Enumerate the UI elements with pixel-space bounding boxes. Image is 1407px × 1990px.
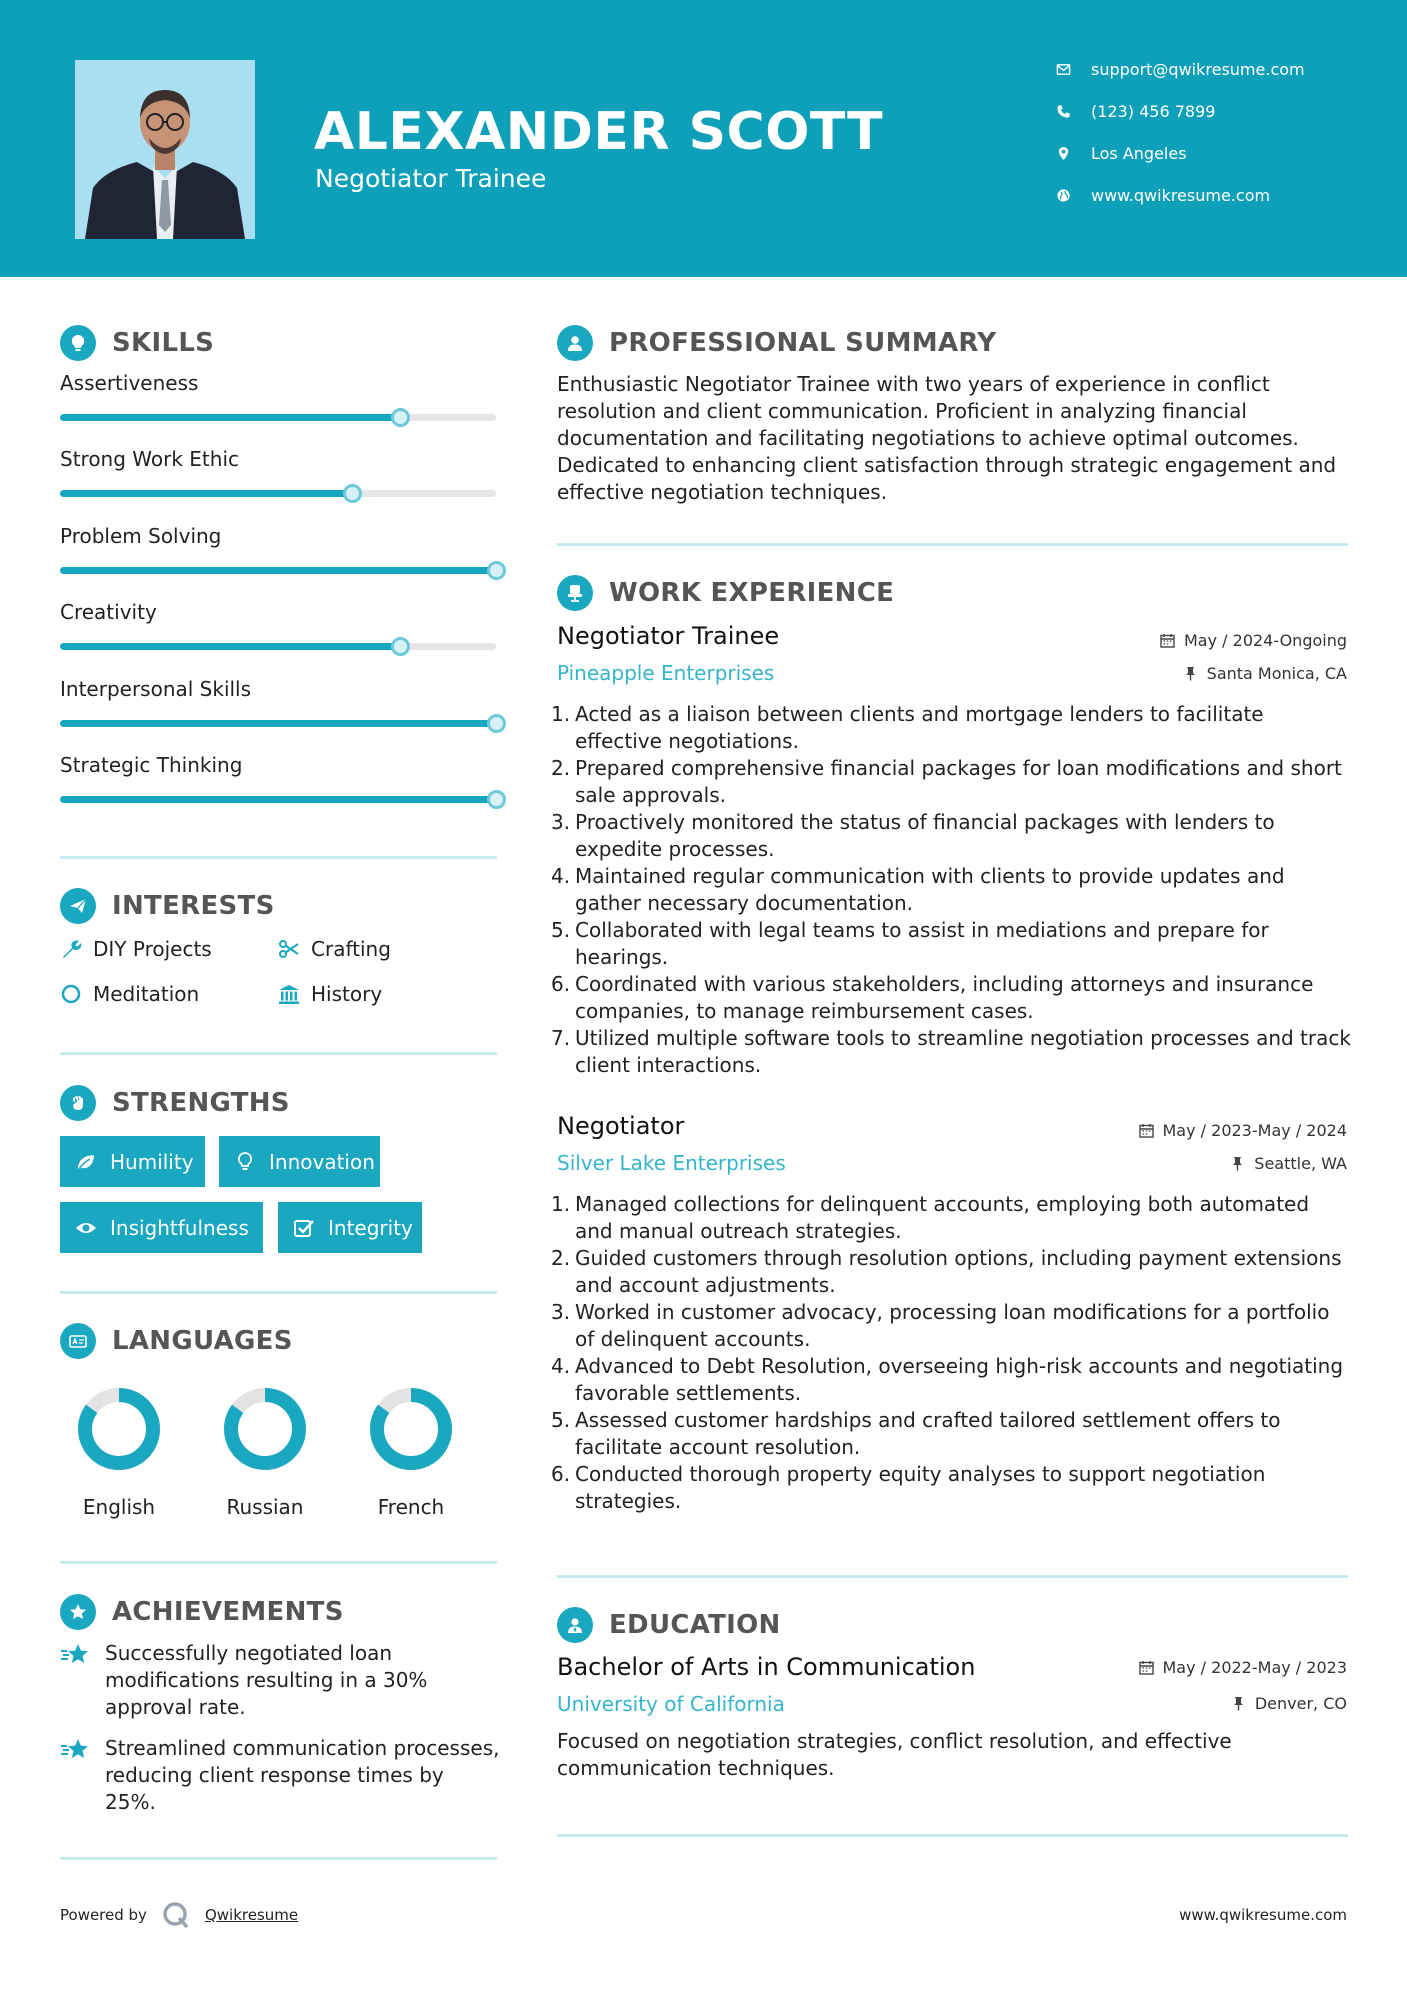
job-title: Negotiator [557,1112,685,1140]
experience-heading-text: WORK EXPERIENCE [609,578,895,608]
job-title: Negotiator Trainee [557,622,780,650]
contact-website[interactable] [1054,183,1384,207]
bullet-number: 6. [551,972,571,996]
job-bullet [551,917,1351,971]
company-name[interactable]: Pineapple Enterprises [557,661,775,685]
job-bullet [551,809,1351,863]
phone-icon [1054,102,1072,120]
strength-label: Integrity [328,1215,413,1240]
interest-label: History [311,982,383,1006]
skill-level-fill [60,490,352,497]
company-name[interactable]: Silver Lake Enterprises [557,1151,786,1175]
pushpin-icon [1230,1156,1245,1171]
languages-heading-text: LANGUAGES [112,1326,293,1356]
contact-email[interactable] [1054,57,1384,81]
bullet-number: 1. [551,1192,571,1216]
bullet-text: Conducted thorough property equity analyses to support negotiation strategies. [575,1462,1266,1513]
job-bullet [551,1025,1351,1079]
achievements-heading-text: ACHIEVEMENTS [112,1597,344,1627]
star-icon [60,1737,94,1816]
contact-website-text: www.qwikresume.com [1091,185,1271,205]
job-bullet [551,1461,1351,1515]
job-dates [1160,631,1347,650]
bullet-text: Coordinated with various stakeholders, including attorneys and insurance companies, to manage reimbursement cases. [575,972,1314,1023]
job-location-text: Seattle, WA [1254,1154,1347,1173]
language-proficiency-ring [367,1385,455,1473]
user-icon [557,325,593,361]
skill-level-knob [343,484,362,503]
interest-label: Meditation [93,982,200,1006]
job-bullet [551,863,1351,917]
bullet-text: Worked in customer advocacy, processing loan modifications for a portfolio of delinquent accounts. [575,1300,1330,1351]
profile-photo [75,60,255,239]
language-proficiency-ring [75,1385,163,1473]
bullet-text: Collaborated with legal teams to assist in mediations and prepare for hearings. [575,918,1269,969]
calendar-icon [1160,633,1175,648]
envelope-icon [1054,60,1072,78]
skill-name: Interpersonal Skills [60,676,252,701]
bullet-number: 3. [551,1300,571,1324]
divider [60,1561,497,1564]
interest-item [58,981,199,1007]
job-bullet [551,755,1351,809]
circle-icon [58,981,84,1007]
education-description: Focused on negotiation strategies, conflict resolution, and effective communication techniques. [557,1729,1232,1780]
skill-name: Creativity [60,600,157,625]
language-name: French [377,1495,445,1519]
job-bullet [551,1191,1351,1245]
divider [60,1052,497,1055]
scissors-icon [276,936,302,962]
skill-level-fill [60,720,496,727]
interest-item [58,936,212,962]
graduate-icon [557,1607,593,1643]
school-name[interactable]: University of California [557,1692,785,1716]
language-name: Russian [226,1495,304,1519]
bullet-number: 7. [551,1026,571,1050]
powered-by [60,1900,298,1930]
achievement-item [60,1640,500,1721]
contact-phone[interactable] [1054,99,1384,123]
bullet-text: Utilized multiple software tools to streamline negotiation processes and track client interactions. [575,1026,1351,1077]
skill-level-knob [487,790,506,809]
paper-plane-icon [60,888,96,924]
globe-icon [1054,186,1072,204]
bullet-number: 4. [551,864,571,888]
language-item [351,1385,471,1519]
degree-title: Bachelor of Arts in Communication [557,1653,976,1681]
skill-level-fill [60,643,400,650]
education-location [1231,1694,1347,1713]
resume-header [0,0,1407,277]
footer-website[interactable]: www.qwikresume.com [1179,1906,1347,1924]
bullet-text: Assessed customer hardships and crafted tailored settlement offers to facilitate account resolution. [575,1408,1281,1459]
leaf-icon [74,1150,98,1174]
job-bullet [551,701,1351,755]
candidate-title: Negotiator Trainee [315,164,547,193]
divider [60,1857,497,1860]
education-heading-text: EDUCATION [609,1610,781,1640]
contact-location-text: Los Angeles [1091,143,1187,163]
bullet-text: Prepared comprehensive financial packages for loan modifications and short sale approvals. [575,756,1342,807]
star-badge-icon [60,1594,96,1630]
bullet-text: Acted as a liaison between clients and mortgage lenders to facilitate effective negotiations. [575,702,1264,753]
job-bullet [551,1299,1351,1353]
interest-item [276,936,391,962]
calendar-icon [1139,1123,1154,1138]
check-square-icon [292,1216,316,1240]
skills-heading [60,325,214,361]
job-dates [1139,1121,1348,1140]
bullet-number: 4. [551,1354,571,1378]
skill-name: Strong Work Ethic [60,447,239,472]
strength-label: Humility [110,1149,194,1174]
job-bullet [551,1407,1351,1461]
qwikresume-link[interactable]: Qwikresume [204,1906,299,1924]
language-item [59,1385,179,1519]
bullet-text: Managed collections for delinquent accounts, employing both automated and manual outreach strategies. [575,1192,1310,1243]
skill-level-bar [60,490,496,497]
interests-heading-text: INTERESTS [112,891,275,921]
skills-heading-text: SKILLS [112,328,215,358]
job-bullets [551,701,1351,1079]
qwikresume-logo-icon [161,1900,191,1930]
skill-level-fill [60,567,496,574]
interest-item [276,981,382,1007]
strength-tag [278,1202,422,1253]
office-chair-icon [557,575,593,611]
job-location [1183,664,1347,683]
language-proficiency-ring [221,1385,309,1473]
achievement-text: Successfully negotiated loan modifications resulting in a 30% approval rate. [105,1641,428,1719]
skill-name: Assertiveness [60,371,199,395]
language-icon [60,1323,96,1359]
skill-name: Problem Solving [60,523,222,548]
star-icon [60,1642,94,1721]
education-location-text: Denver, CO [1254,1694,1347,1713]
summary-text: Enthusiastic Negotiator Trainee with two years of experience in conflict resolution and client communication. Proficient in analyzing financial documentation and facilitating negotiations to achieve optimal outcomes. Dedicated to enhancing client satisfaction through strategic engagement and effective negotiation techniques. [557,372,1337,504]
strengths-heading [60,1085,290,1121]
job-bullets [551,1191,1351,1515]
contact-phone-text: (123) 456 7899 [1091,101,1216,121]
bullet-number: 2. [551,756,571,780]
bullet-text: Proactively monitored the status of financial packages with lenders to expedite processes. [575,810,1275,861]
skill-level-knob [391,408,410,427]
bullet-number: 1. [551,702,571,726]
strength-tag [60,1136,205,1187]
education-dates [1139,1658,1348,1677]
skill-level-fill [60,414,400,421]
bullet-number: 3. [551,810,571,834]
divider [557,543,1348,546]
bullet-text: Guided customers through resolution options, including payment extensions and account adjustments. [575,1246,1342,1297]
fist-icon [60,1085,96,1121]
skill-level-bar [60,567,496,574]
skill-level-knob [487,561,506,580]
skill-level-bar [60,720,496,727]
languages-heading [60,1323,293,1359]
divider [60,856,497,859]
skill-level-bar [60,414,496,421]
achievements-heading [60,1594,344,1630]
interest-label: Crafting [311,937,391,961]
summary-heading-text: PROFESSIONAL SUMMARY [609,328,997,358]
pushpin-icon [1183,666,1198,681]
job-bullet [551,1245,1351,1299]
job-location [1230,1154,1347,1173]
job-bullet [551,1353,1351,1407]
bullet-number: 6. [551,1462,571,1486]
strengths-heading-text: STRENGTHS [112,1088,290,1118]
language-name: English [82,1495,156,1519]
powered-by-label: Powered by [60,1906,147,1924]
map-pin-icon [1054,144,1072,162]
eye-icon [74,1216,98,1240]
job-location-text: Santa Monica, CA [1206,664,1347,683]
experience-heading [557,575,894,611]
skill-level-bar [60,796,496,803]
divider [60,1291,497,1294]
language-item [205,1385,325,1519]
lightbulb-icon [60,325,96,361]
interests-heading [60,888,275,924]
divider [557,1575,1348,1578]
skill-level-knob [391,637,410,656]
strength-label: Insightfulness [110,1215,249,1240]
job-bullet [551,971,1351,1025]
museum-icon [276,981,302,1007]
strength-tag [219,1136,380,1187]
strength-label: Innovation [269,1149,375,1174]
skill-name: Strategic Thinking [60,753,243,777]
candidate-name: ALEXANDER SCOTT [314,102,884,162]
skill-level-knob [487,714,506,733]
strength-tag [60,1202,263,1253]
lightbulb-icon [233,1150,257,1174]
contact-location [1054,141,1384,165]
job-dates-text: May / 2023-May / 2024 [1162,1121,1347,1140]
contact-email-text: support@qwikresume.com [1091,59,1305,79]
pushpin-icon [1231,1696,1246,1711]
calendar-icon [1139,1660,1154,1675]
bullet-number: 5. [551,1408,571,1432]
bullet-number: 5. [551,918,571,942]
skill-level-bar [60,643,496,650]
job-dates-text: May / 2024-Ongoing [1184,631,1347,650]
achievement-text: Streamlined communication processes, reducing client response times by 25%. [105,1736,500,1814]
interest-label: DIY Projects [93,937,212,961]
bullet-text: Advanced to Debt Resolution, overseeing high-risk accounts and negotiating favorable settlements. [575,1354,1344,1405]
bullet-number: 2. [551,1246,571,1270]
wrench-icon [58,936,84,962]
skill-level-fill [60,796,496,803]
education-dates-text: May / 2022-May / 2023 [1162,1658,1347,1677]
summary-heading [557,325,996,361]
divider [557,1834,1348,1837]
bullet-text: Maintained regular communication with clients to provide updates and gather necessary documentation. [575,864,1285,915]
education-heading [557,1607,781,1643]
achievement-item [60,1735,500,1816]
